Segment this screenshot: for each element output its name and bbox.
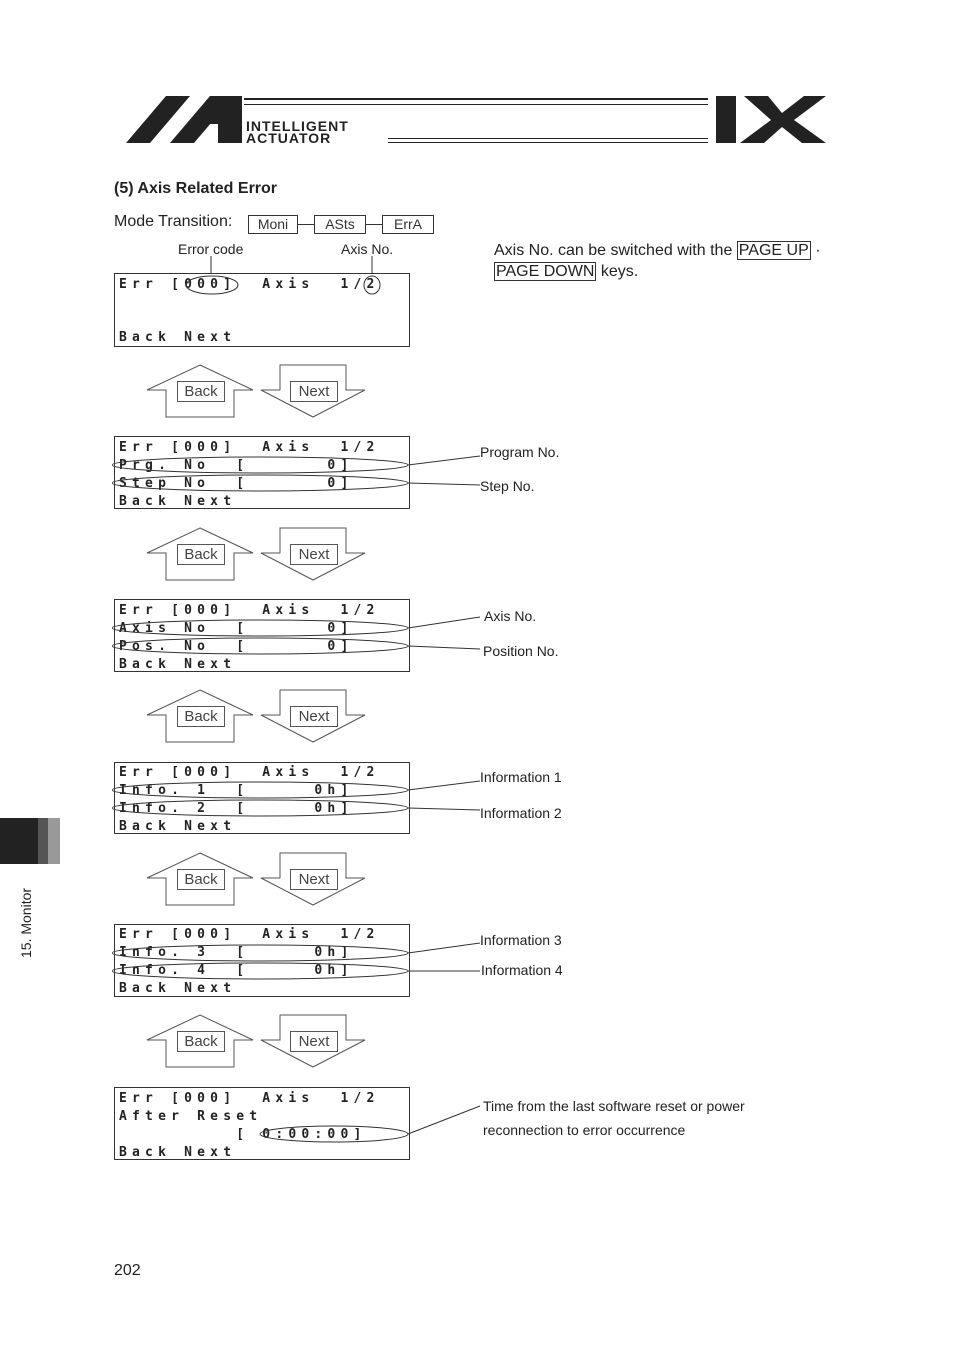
lcd-line: Err [000] Axis 1/2 (119, 927, 380, 942)
lcd-line: Err [000] Axis 1/2 (119, 603, 380, 618)
page-up-key: PAGE UP (738, 242, 809, 259)
mode-box-asts: ASts (314, 215, 366, 234)
lcd-line: Info. 1 [ 0h] (119, 783, 354, 798)
note-prefix: Axis No. can be switched with the (494, 242, 733, 259)
lcd2-callout-lines (112, 440, 484, 500)
lcd1-ovals (114, 273, 410, 297)
callout-time-line1: Time from the last software reset or power (483, 1098, 745, 1114)
page-down-key: PAGE DOWN (496, 263, 595, 280)
note-separator: · (815, 242, 821, 259)
lcd-line: Back Next (119, 1145, 237, 1160)
error-code-label: Error code (178, 241, 244, 257)
next-button[interactable]: Next (290, 869, 338, 890)
next-button[interactable]: Next (290, 381, 338, 402)
lcd-line: After Reset (119, 1109, 263, 1124)
chapter-tab-stripe-light (48, 818, 60, 864)
lcd-line: Back Next (119, 330, 237, 345)
back-button[interactable]: Back (177, 1031, 225, 1052)
back-button[interactable]: Back (177, 869, 225, 890)
lcd-line: Axis No [ 0] (119, 621, 354, 636)
lcd3-callout-lines (112, 603, 484, 663)
callout-axis-no: Axis No. (484, 608, 537, 624)
back-button[interactable]: Back (177, 544, 225, 565)
logo-text-bottom: ACTUATOR (246, 130, 332, 146)
next-button[interactable]: Next (290, 1031, 338, 1052)
lcd-line: Prg. No [ 0] (119, 458, 354, 473)
callout-time-line2: reconnection to error occurrence (483, 1122, 686, 1138)
callout-info1: Information 1 (480, 769, 562, 785)
mode-transition-label: Mode Transition: (114, 213, 233, 230)
ia-logo-mark (126, 96, 244, 144)
logo-text-top: INTELLIGENT (246, 118, 349, 134)
axis-switch-note (494, 240, 854, 282)
lcd-line: [ 0:00:00] (119, 1127, 367, 1142)
lcd-line: Err [000] Axis 1/2 (119, 440, 380, 455)
axis-no-label: Axis No. (341, 241, 394, 257)
lcd-line: Back Next (119, 494, 237, 509)
lcd-line: Err [000] Axis 1/2 (119, 765, 380, 780)
chapter-tab-stripe (38, 818, 48, 864)
lcd-line: Info. 4 [ 0h] (119, 963, 354, 978)
mode-box-erra: ErrA (382, 215, 434, 234)
lcd-line: Back Next (119, 819, 237, 834)
callout-position-no: Position No. (483, 643, 559, 659)
callout-info4: Information 4 (481, 962, 563, 978)
lcd4-callout-lines (112, 765, 484, 825)
callout-info2: Information 2 (480, 805, 562, 821)
callout-step-no: Step No. (480, 478, 535, 494)
lcd5-callout-lines (112, 927, 484, 987)
lcd6-callout-lines (112, 1100, 484, 1150)
page-number: 202 (114, 1262, 141, 1279)
back-button[interactable]: Back (177, 706, 225, 727)
lcd-line: Pos. No [ 0] (119, 639, 354, 654)
mode-box-moni: Moni (248, 215, 298, 234)
lcd-line: Err [000] Axis 1/2 (119, 1091, 380, 1106)
next-button[interactable]: Next (290, 706, 338, 727)
callout-info3: Information 3 (480, 932, 562, 948)
callout-program-no: Program No. (480, 444, 560, 460)
back-button[interactable]: Back (177, 381, 225, 402)
note-suffix: keys. (600, 263, 639, 280)
lcd-line: Err [000] Axis 1/2 (119, 277, 380, 292)
lcd-line: Step No [ 0] (119, 476, 354, 491)
next-button[interactable]: Next (290, 544, 338, 565)
lcd-line: Back Next (119, 657, 237, 672)
lcd-line: Info. 3 [ 0h] (119, 945, 354, 960)
chapter-label: 15. Monitor (18, 887, 34, 958)
section-title: (5) Axis Related Error (114, 180, 278, 197)
lcd-line: Back Next (119, 981, 237, 996)
ix-logo-mark (716, 96, 828, 144)
lcd-line: Info. 2 [ 0h] (119, 801, 354, 816)
